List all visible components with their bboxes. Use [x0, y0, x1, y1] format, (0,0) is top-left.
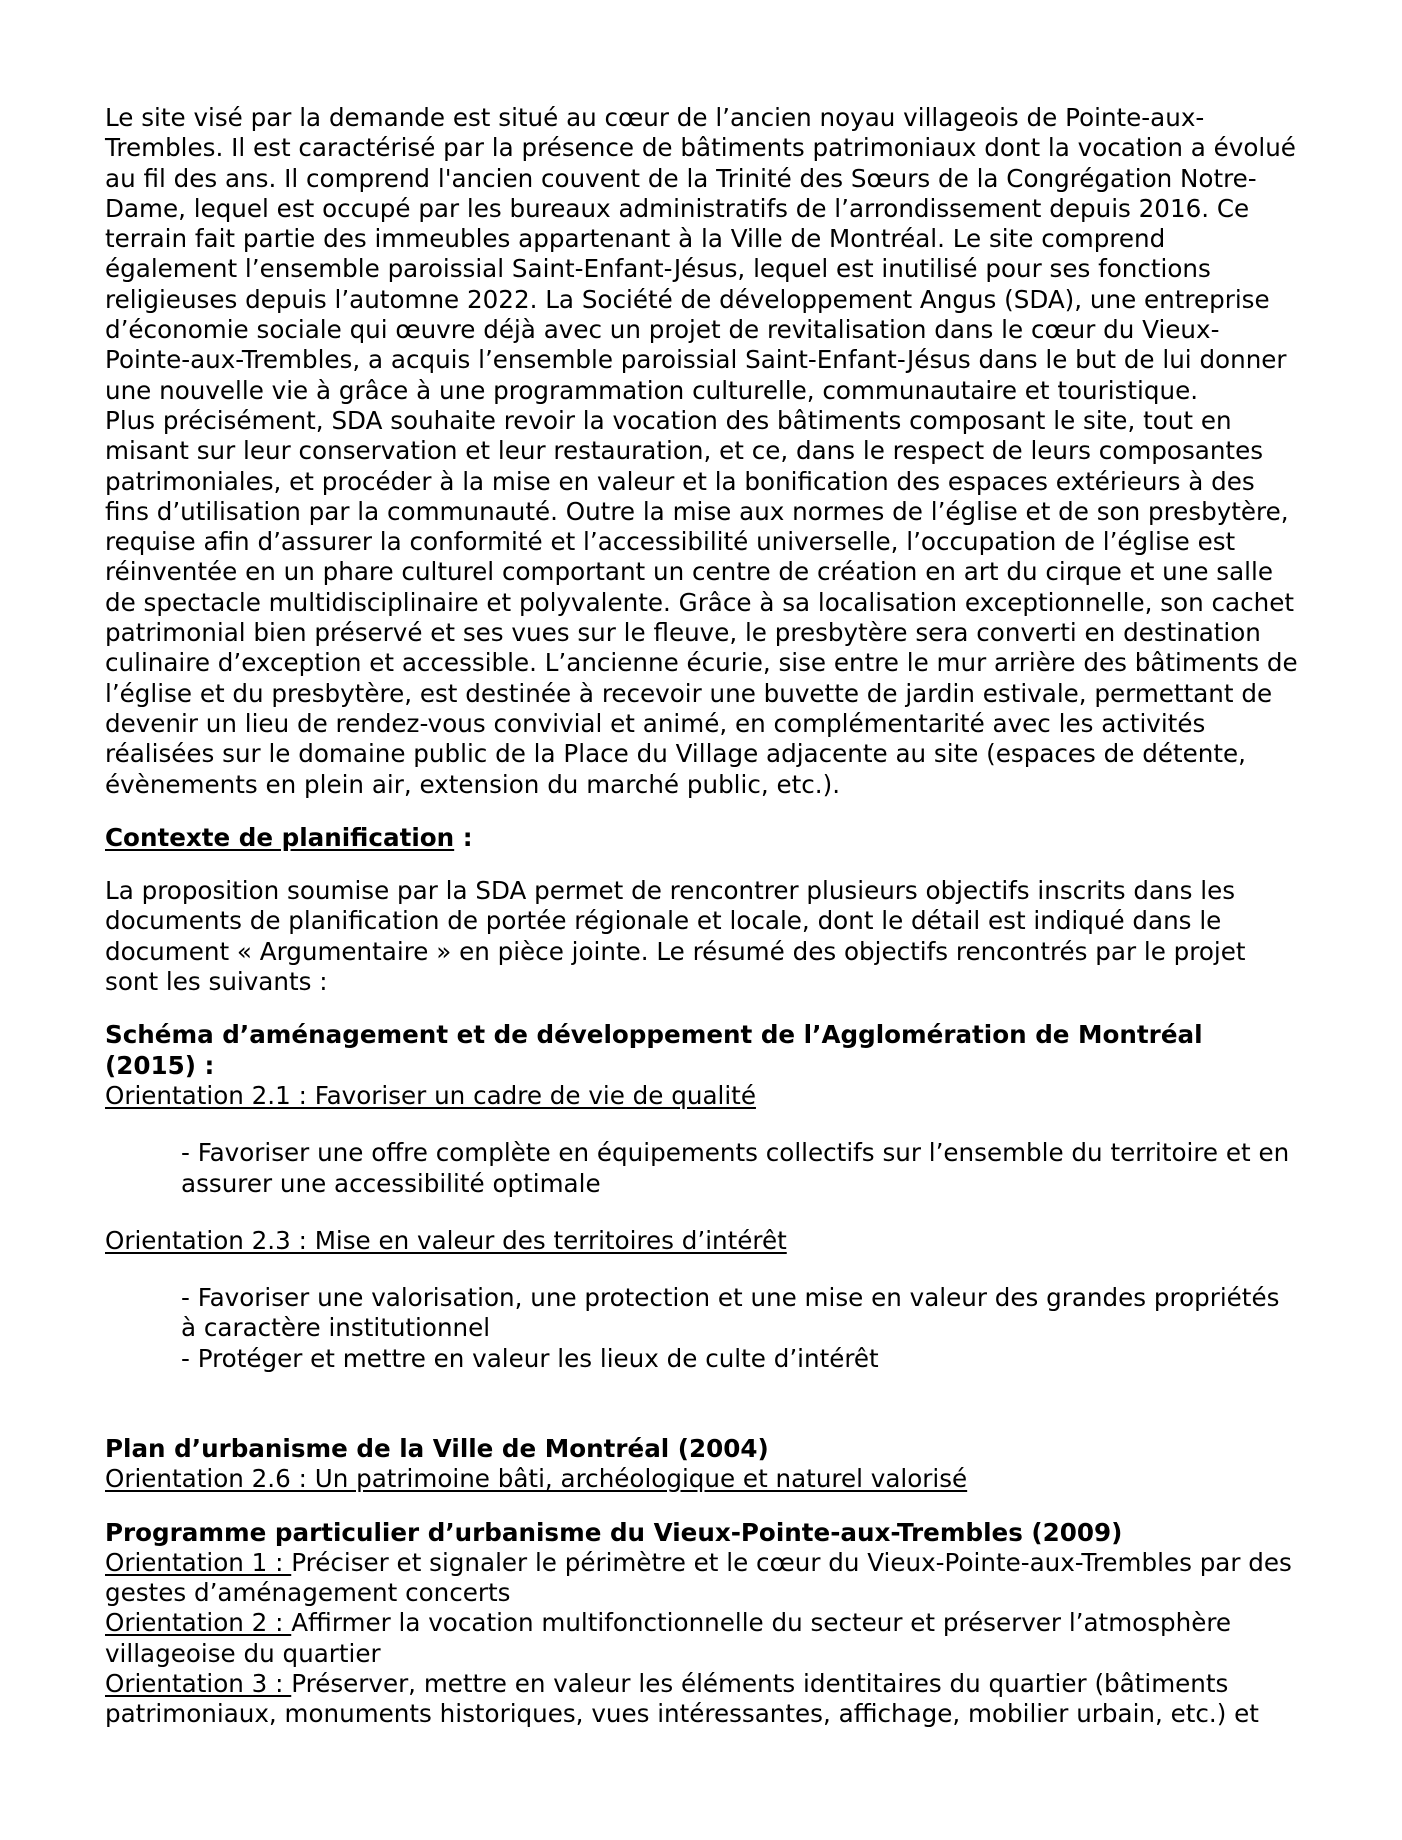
context-paragraph: La proposition soumise par la SDA permet de rencontrer plusieurs objectifs inscrits dans les documents de planification de portée régionale et locale, dont le détail est indiqué dans le document « Argumentaire » en pièce jointe. Le résumé des objectifs rencontrés par le projet sont les suivants :: [105, 876, 1246, 997]
ppu-orientation-3: [105, 1669, 1300, 1730]
ppu-orientation-label: Orientation 2 :: [105, 1608, 292, 1638]
ppu-orientation-1: [105, 1548, 1300, 1609]
schema-orientation-2-3: Orientation 2.3 : Mise en valeur des territoires d’intérêt: [105, 1225, 787, 1255]
intro-paragraph-1: Le site visé par la demande est situé au cœur de l’ancien noyau villageois de Pointe-aux-Trembles. Il est caractérisé par la présence de bâtiments patrimoniaux dont la vocation a évolué au fil des ans. Il comprend l'ancien couvent de la Trinité des Sœurs de la Congrégation Notre-Dame, lequel est occupé par les bureaux administratifs de l’arrondissement depuis 2016. Ce terrain fait partie des immeubles appartenant à la Ville de Montréal. Le site comprend également l’ensemble paroissial Saint-Enfant-Jésus, lequel est inutilisé pour ses fonctions religieuses depuis l’automne 2022. La Société de développement Angus (SDA), une entreprise d’économie sociale qui œuvre déjà avec un projet de revitalisation dans le cœur du Vieux-Pointe-aux-Trembles, a acquis l’ensemble paroissial Saint-Enfant-Jésus dans le but de lui donner une nouvelle vie à grâce à une programmation culturelle, communautaire et touristique.: [105, 103, 1296, 405]
ppu-orientation-text: Affirmer la vocation multifonctionnelle du secteur et préserver l’atmosphère villageoise du quartier: [105, 1608, 1232, 1668]
plan-urbanisme-orientation: Orientation 2.6 : Un patrimoine bâti, archéologique et naturel valorisé: [105, 1464, 968, 1494]
context-heading: [105, 823, 1300, 853]
plan-urbanisme-heading: Plan d’urbanisme de la Ville de Montréal (2004): [105, 1433, 769, 1463]
schema-bullet: - Favoriser une offre complète en équipements collectifs sur l’ensemble du territoire et en assurer une accessibilité optimale: [181, 1138, 1290, 1198]
schema-heading: Schéma d’aménagement et de développement de l’Agglomération de Montréal (2015) :: [105, 1020, 1203, 1080]
ppu-orientation-text: Préciser et signaler le périmètre et le cœur du Vieux-Pointe-aux-Trembles par des gestes d’aménagement concerts: [105, 1547, 1292, 1608]
ppu-orientation-text: Préserver, mettre en valeur les éléments identitaires du quartier (bâtiments patrimoniaux, monuments historiques, vues intéressantes, affichage, mobilier urbain, etc.) et: [105, 1669, 1259, 1729]
schema-bullet: - Protéger et mettre en valeur les lieux de culte d’intérêt: [181, 1343, 879, 1373]
ppu-orientation-2: [105, 1608, 1300, 1669]
ppu-orientation-label: Orientation 3 :: [105, 1669, 292, 1699]
intro-paragraph-2: Plus précisément, SDA souhaite revoir la vocation des bâtiments composant le site, tout en misant sur leur conservation et leur restauration, et ce, dans le respect de leurs composantes patrimoniales, et procéder à la mise en valeur et la bonification des espaces extérieurs à des fins d’utilisation par la communauté. Outre la mise aux normes de l’église et de son presbytère, requise afin d’assurer la conformité et l’accessibilité universelle, l’occupation de l’église est réinventée en un phare culturel comportant un centre de création en art du cirque et une salle de spectacle multidisciplinaire et polyvalente. Grâce à sa localisation exceptionnelle, son cachet patrimonial bien préservé et ses vues sur le fleuve, le presbytère sera converti en destination culinaire d’exception et accessible. L’ancienne écurie, sise entre le mur arrière des bâtiments de l’église et du presbytère, est destinée à recevoir une buvette de jardin estivale, permettant de devenir un lieu de rendez-vous convivial et animé, en complémentarité avec les activités réalisées sur le domaine public de la Place du Village adjacente au site (espaces de détente, évènements en plein air, extension du marché public, etc.).: [105, 405, 1298, 799]
context-heading-text: Contexte de planification: [105, 822, 455, 852]
ppu-orientation-label: Orientation 1 :: [105, 1547, 292, 1577]
schema-bullet: - Favoriser une valorisation, une protection et une mise en valeur des grandes propriétés à caractère institutionnel: [181, 1283, 1280, 1343]
schema-orientation-2-1: Orientation 2.1 : Favoriser un cadre de vie de qualité: [105, 1080, 756, 1110]
context-heading-suffix: :: [454, 822, 473, 852]
ppu-heading: Programme particulier d’urbanisme du Vieux-Pointe-aux-Trembles (2009): [105, 1517, 1123, 1547]
document-page: [105, 103, 1300, 1730]
